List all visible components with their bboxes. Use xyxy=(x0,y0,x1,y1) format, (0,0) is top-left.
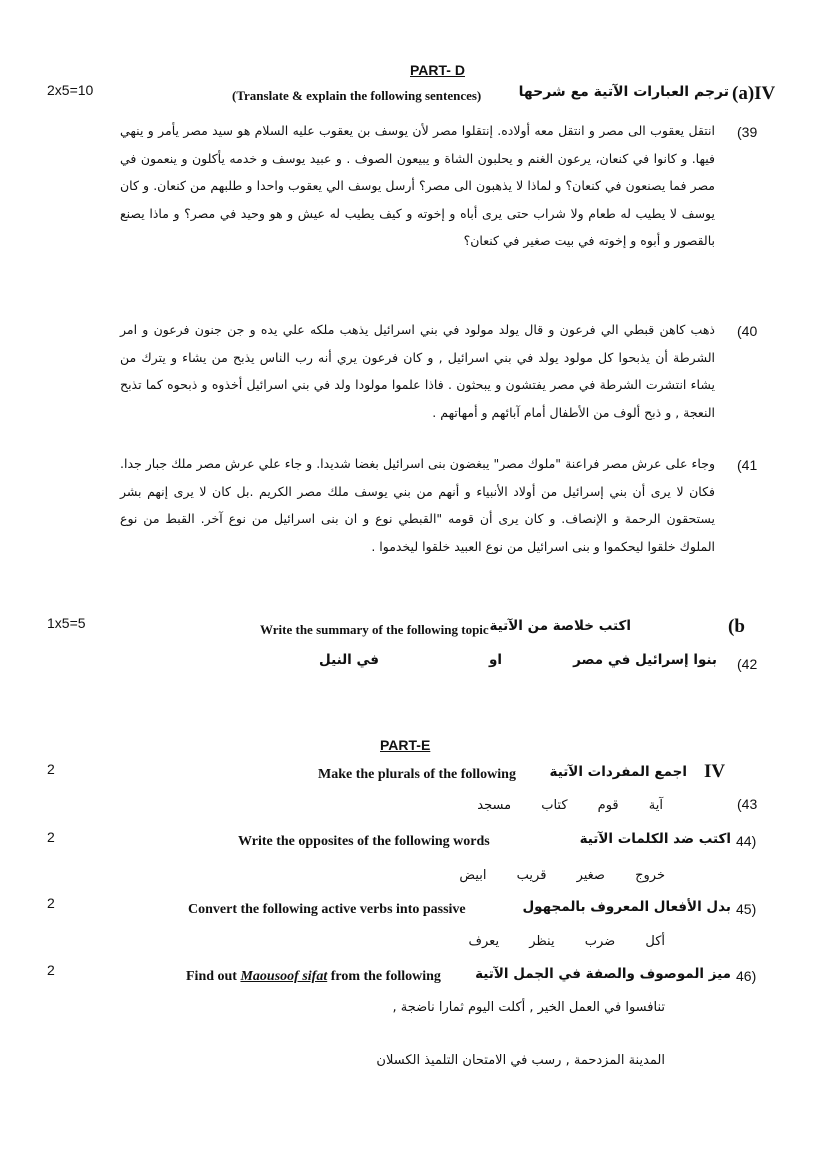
marks-q45: 2 xyxy=(47,895,55,911)
q43-words xyxy=(451,798,663,813)
q45-word: ضرب xyxy=(584,934,616,949)
q44-english: Write the opposites of the following words xyxy=(238,834,490,849)
q44-word: قريب xyxy=(516,868,547,883)
q45-english: Convert the following active verbs into passive xyxy=(188,902,466,917)
q43-word: مسجد xyxy=(477,798,512,813)
q44-words xyxy=(433,868,665,883)
q43-word: كتاب xyxy=(541,798,568,813)
qb-english: Write the summary of the following topic xyxy=(260,622,489,637)
q44-number: 44) xyxy=(736,833,757,849)
q44-arabic: اكتب ضد الكلمات الآتية xyxy=(579,831,731,847)
q44-word: صغير xyxy=(576,868,605,883)
q46-line-2: المدينة المزدحمة , رسب في الامتحان التلميذ الكسلان xyxy=(376,1053,665,1068)
marks-b: 1x5=5 xyxy=(47,615,86,631)
q42-number: (42 xyxy=(737,656,758,672)
q42-or: او xyxy=(488,652,502,668)
marks-iv: 2 xyxy=(47,761,55,777)
q45-word: أكل xyxy=(645,934,665,949)
qb-label: (b xyxy=(728,616,745,637)
q46-en-post: from the following xyxy=(330,969,441,984)
q46-en-pre: Find out xyxy=(186,969,237,984)
marks-a: 2x5=10 xyxy=(47,82,94,98)
q44-word: خروج xyxy=(635,868,665,883)
q46-english xyxy=(186,969,441,985)
qb-arabic: اكتب خلاصة من الآتية xyxy=(489,618,631,634)
q46-en-term: Maousoof sifat xyxy=(240,969,328,984)
qa-arabic: ترجم العبارات الآتية مع شرحها xyxy=(518,84,729,100)
q40-number: (40 xyxy=(737,323,758,339)
q45-words xyxy=(443,934,665,949)
q42-option-2: في النيل xyxy=(319,652,379,668)
qa-english: (Translate & explain the following sentences) xyxy=(232,88,482,103)
q43-word: آية xyxy=(648,798,663,813)
iv-arabic: اجمع المفردات الآتية xyxy=(549,764,687,780)
q46-line-1: تنافسوا في العمل الخير , أكلت اليوم ثمارا ناضجة , xyxy=(392,1000,665,1015)
q41-text: وجاء على عرش مصر فراعنة "ملوك مصر" يبغضون بنى اسرائيل بغضا شديدا. و جاء علي عرش مصر ملك جبار جدا. فكان لا يرى أن بني إسرائيل من أولاد الأنبياء و أنهم من بني يوسف ملك مصر الكريم .بل كان لا يرى إنهم بشر يستحقون الرحمة و الإنصاف. و كان يرى أن قومه "القبطي نوع و ان بنى اسرائيل من نوع آخر. القبط من نوع الملوك خلقوا ليحكموا و بنى اسرائيل من نوع العبيد خلقوا ليخدموا . xyxy=(120,456,715,554)
q45-word: ينظر xyxy=(529,934,555,949)
qa-label: (a)IV xyxy=(732,83,776,104)
q39-number: (39 xyxy=(737,124,758,140)
part-e-title: PART-E xyxy=(380,737,431,753)
q39-text: انتقل يعقوب الى مصر و انتقل معه أولاده. إنتقلوا مصر لأن يوسف بن يعقوب عليه السلام هو سيد مصر يأمر و ينهي فيها. و كانوا في كنعان، يرعون الغنم و يحلبون الشاة و يبيعون الصوف . و عبيد يوسف و خدمه يأكلون و ينعمون في مصر فما يصنعون في كنعان؟ و لماذا لا يذهبون الى مصر؟ أرسل يوسف الي يعقوب واحدا و طلبهم من كنعان. و كان يوسف لا يطيب له طعام ولا شراب حتى يرى أباه و إخوته و كيف يطيب له عيش و هو وحيد في مصر؟ و ماذا يصنع بالقصور و أبوه و إخوته في بيت صغير في كنعان؟ xyxy=(120,123,715,248)
q45-arabic: بدل الأفعال المعروف بالمجهول xyxy=(522,899,731,915)
q43-word: قوم xyxy=(597,798,619,813)
marks-q44: 2 xyxy=(47,829,55,845)
q41-number: (41 xyxy=(737,457,758,473)
q44-word: ابيض xyxy=(459,868,487,883)
iv-label: IV xyxy=(704,761,726,782)
marks-q46: 2 xyxy=(47,962,55,978)
part-d-title: PART- D xyxy=(410,62,465,78)
q40-text: ذهب كاهن قبطي الي فرعون و قال يولد مولود في بني اسرائيل يذهب ملكه علي يده و جن جنون فرعون و امر الشرطة أن يذبحوا كل مولود يولد في بني اسرائيل , و كان فرعون يري أنه رب الناس يذبح من يشاء و يترك من يشاء انتشرت الشرطة في مصر يفتشون و يبحثون . فاذا علموا مولودا ولد في بني اسرائيل أخذوه و ذبحوه كما تذبح النعجة , و ذبح ألوف من الأطفال أمام آبائهم و أمهاتهم . xyxy=(120,322,715,420)
iv-english: Make the plurals of the following xyxy=(318,767,516,782)
q45-number: 45) xyxy=(736,901,757,917)
q43-number: (43 xyxy=(737,796,758,812)
q45-word: يعرف xyxy=(468,934,500,949)
q42-option-1: بنوا إسرائيل في مصر xyxy=(573,652,717,668)
q46-arabic: ميز الموصوف والصفة في الجمل الآتية xyxy=(475,966,731,982)
q46-number: 46) xyxy=(736,968,757,984)
